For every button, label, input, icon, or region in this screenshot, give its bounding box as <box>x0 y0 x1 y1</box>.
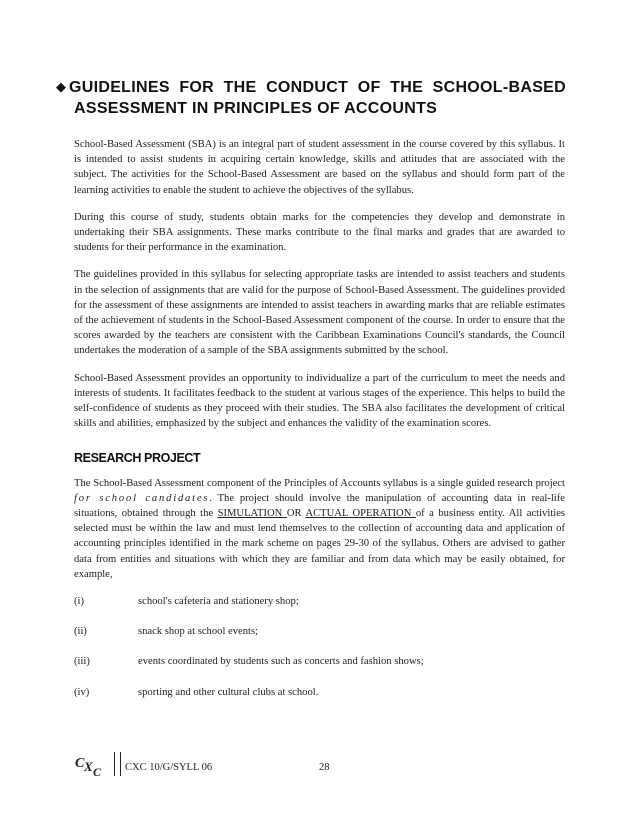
paragraph-3: The guidelines provided in this syllabus for selecting appropriate tasks are intended to assist teachers and students in the selection of assignments that are valid for the purpose of School-Based Assessment. The guidelines provided for the assessment of these assignments are intended to assist teachers in awarding marks that are reliable estimates of the achievement of students in the School-Based Assessment component of the course. In order to ensure that the scores awarded by the teachers are consistent with the Caribbean Examinations Council's standards, the Council undertakes the moderation of a sample of the SBA assignments submitted by the school. <box>74 269 566 357</box>
research-project-paragraph <box>74 476 565 582</box>
list-item-text: events coordinated by students such as concerts and fashion shows; <box>138 656 424 668</box>
svg-text:X: X <box>84 759 93 774</box>
section-heading <box>56 76 566 119</box>
list-item-number: (ii) <box>74 626 87 638</box>
paragraph-4: School-Based Assessment provides an opportunity to individualize a part of the curriculum to meet the needs and interests of students. It facilitates feedback to the student at various stages of the experience. This helps to build the self-confidence of students as they proceed with their studies. The SBA also facilitates the development of critical skills and abilities, emphasized by the subject and enhances the validity of the examination scores. <box>74 372 565 430</box>
svg-text:C: C <box>93 765 102 778</box>
list-item-number: (iv) <box>74 686 90 698</box>
list-item <box>74 654 565 669</box>
syllabus-code: CXC 10/G/SYLL 06 <box>125 762 213 773</box>
research-text-mid-1: . The project should involve the manipulation of accounting data in real-life situations, obtained through the <box>74 492 565 520</box>
paragraph-1: School-Based Assessment (SBA) is an integral part of student assessment in the course covered by this syllabus. It is intended to assist students in acquiring certain knowledge, skills and attitudes that are associated with the subject. The activities for the School-Based Assessment are based on the syllabus and should form part of the learning activities to enable the student to achieve the objectives of the syllabus. <box>74 139 565 196</box>
research-text-emphasis: for school candidates <box>74 492 210 504</box>
heading-line-1 <box>56 76 566 98</box>
examples-list <box>74 594 565 700</box>
research-text-mid-2: OR <box>286 508 306 520</box>
list-item <box>74 624 565 639</box>
research-text-start: The School-Based Assessment component of the Principles of Accounts syllabus is a single guided research project <box>74 477 565 489</box>
svg-text:C: C <box>75 756 85 771</box>
heading-line-2: ASSESSMENT IN PRINCIPLES OF ACCOUNTS <box>74 100 438 117</box>
list-item-text: snack shop at school events; <box>138 626 259 638</box>
page-number: 28 <box>319 762 330 773</box>
page-footer <box>74 752 374 778</box>
heading-line-1-text: GUIDELINES FOR THE CONDUCT OF THE SCHOOL-BASED <box>69 79 566 96</box>
list-item-text: school's cafeteria and stationery shop; <box>138 596 299 608</box>
footer-divider <box>114 752 121 776</box>
research-project-title: RESEARCH PROJECT <box>74 451 201 466</box>
research-text-actual-operation: ACTUAL OPERATION <box>305 508 416 520</box>
cxc-logo-icon <box>74 752 106 778</box>
research-text-end: of a business entity. All activities selected must be within the law and must lend themselves to the collection of accounting data and application of accounting principles identified in the mark scheme on pages 29-30 of the syllabus. Others are advised to gather data from entities and situations with which they are familiar and from data which may be easily obtained, for example, <box>74 508 566 580</box>
research-text-simulation: SIMULATION <box>217 508 287 520</box>
list-item-number: (i) <box>74 596 84 608</box>
document-body <box>74 137 565 715</box>
diamond-bullet-icon: ◆ <box>56 79 67 94</box>
list-item <box>74 685 565 700</box>
list-item-text: sporting and other cultural clubs at school. <box>138 686 319 698</box>
list-item-number: (iii) <box>74 656 90 668</box>
paragraph-2: During this course of study, students obtain marks for the competencies they develop and demonstrate in undertaking their SBA assignments. These marks contribute to the final marks and grades that are awarded to students for their performance in the examination. <box>74 211 565 254</box>
list-item <box>74 594 565 609</box>
